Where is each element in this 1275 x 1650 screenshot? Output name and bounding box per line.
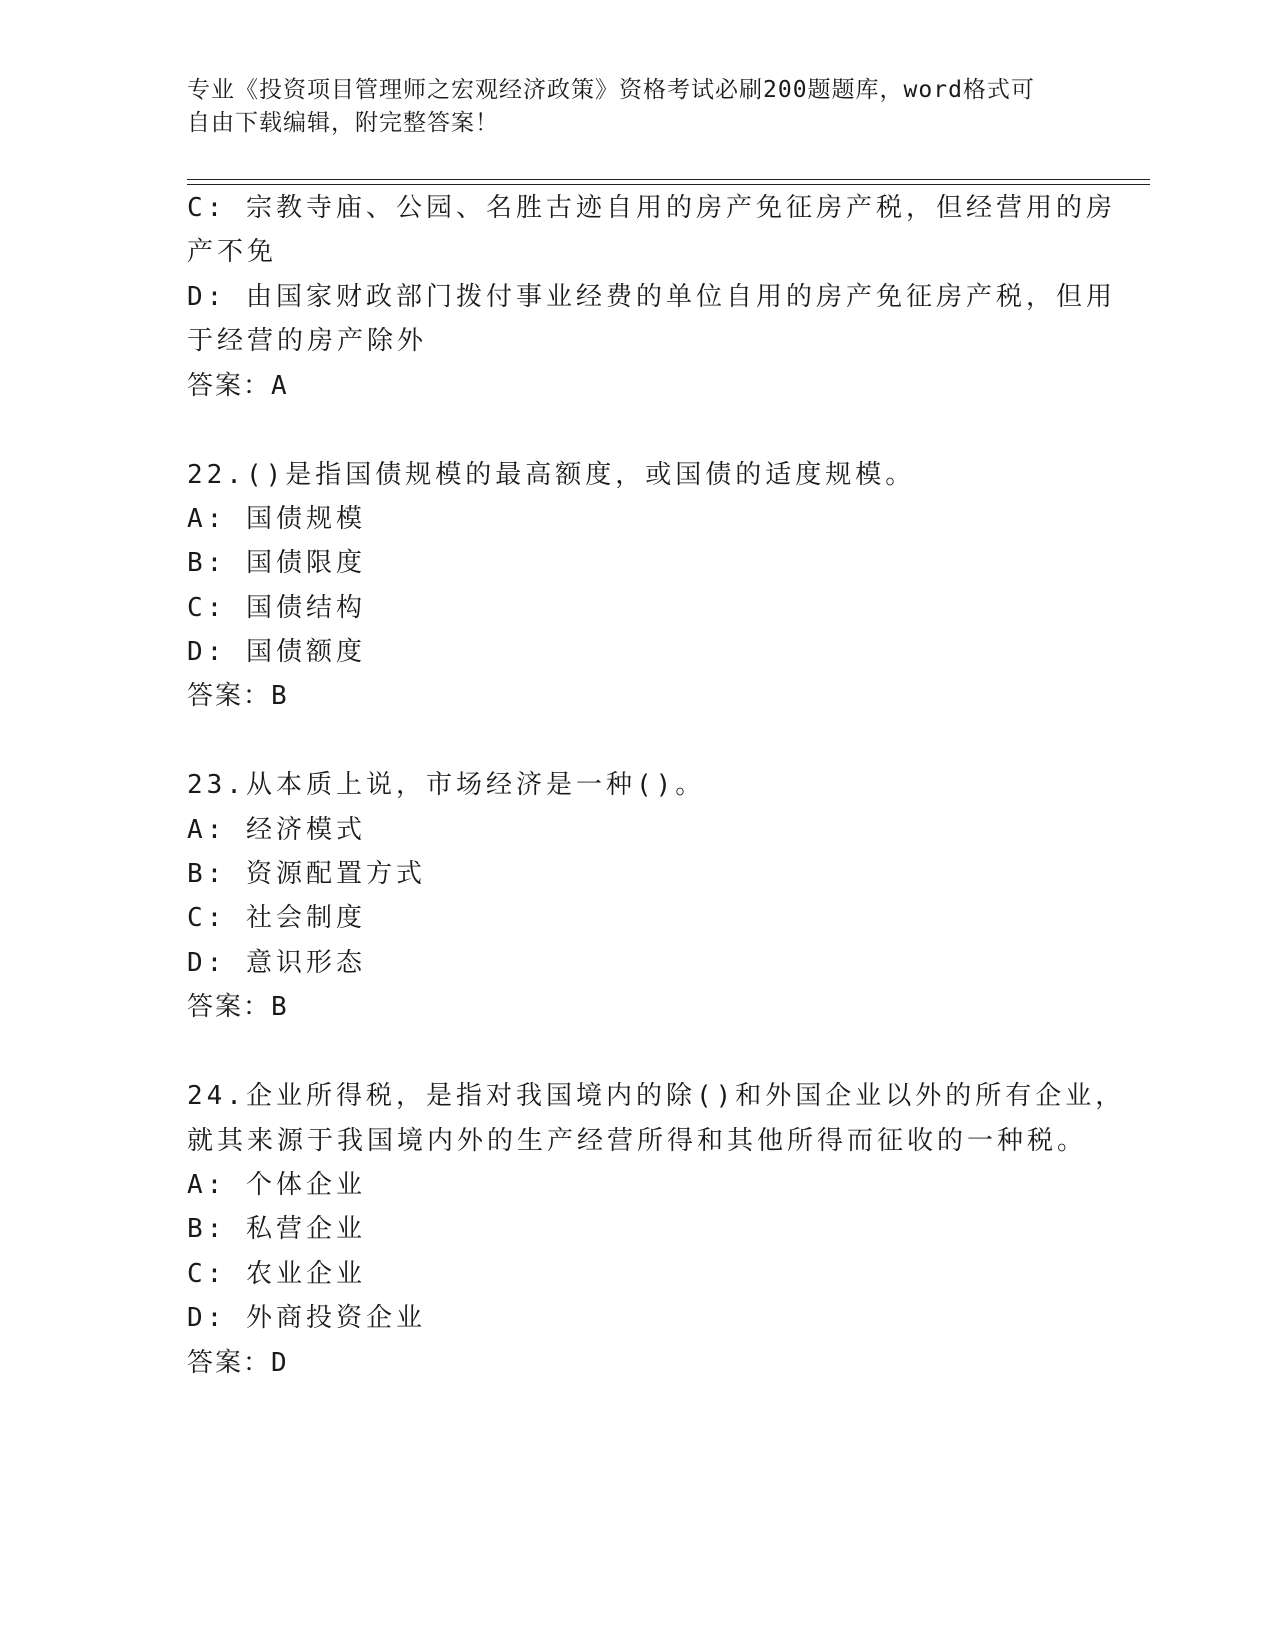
question-23-option-d: D: 意识形态 — [187, 948, 366, 978]
question-24-stem-line-2: 就其来源于我国境内外的生产经营所得和其他所得而征收的一种税。 — [187, 1126, 1088, 1156]
question-22-option-d: D: 国债额度 — [187, 637, 366, 667]
question-24-option-b: B: 私营企业 — [187, 1214, 366, 1244]
answer-23: 答案：B — [187, 992, 289, 1022]
question-24-option-c: C: 农业企业 — [187, 1259, 366, 1289]
question-22-option-c: C: 国债结构 — [187, 593, 366, 623]
question-24-stem-line-1: 24.企业所得税，是指对我国境内的除()和外国企业以外的所有企业， — [187, 1081, 1126, 1111]
header-line-2: 自由下载编辑，附完整答案！ — [187, 110, 499, 136]
question-24-option-d: D: 外商投资企业 — [187, 1303, 426, 1333]
header-divider-bottom — [187, 184, 1150, 185]
option-d-line-2: 于经营的房产除外 — [187, 326, 428, 356]
option-c-line-1: C: 宗教寺庙、公园、名胜古迹自用的房产免征房产税，但经营用的房 — [187, 193, 1116, 223]
question-23-option-a: A: 经济模式 — [187, 815, 366, 845]
question-23-option-b: B: 资源配置方式 — [187, 859, 426, 889]
question-23-option-c: C: 社会制度 — [187, 903, 366, 933]
answer-21: 答案：A — [187, 371, 289, 401]
question-22-option-a: A: 国债规模 — [187, 504, 366, 534]
header-divider-top — [187, 179, 1150, 180]
document-header — [187, 74, 1067, 140]
question-24-option-a: A: 个体企业 — [187, 1170, 366, 1200]
header-line-1: 专业《投资项目管理师之宏观经济政策》资格考试必刷200题题库，word格式可 — [187, 77, 1035, 103]
answer-22: 答案：B — [187, 681, 289, 711]
option-c-line-2: 产不免 — [187, 237, 278, 267]
question-22-stem: 22.()是指国债规模的最高额度，或国债的适度规模。 — [187, 460, 916, 490]
question-23-stem: 23.从本质上说，市场经济是一种()。 — [187, 770, 706, 800]
option-d-line-1: D: 由国家财政部门拨付事业经费的单位自用的房产免征房产税，但用 — [187, 282, 1116, 312]
question-22-option-b: B: 国债限度 — [187, 548, 366, 578]
answer-24: 答案：D — [187, 1348, 289, 1378]
